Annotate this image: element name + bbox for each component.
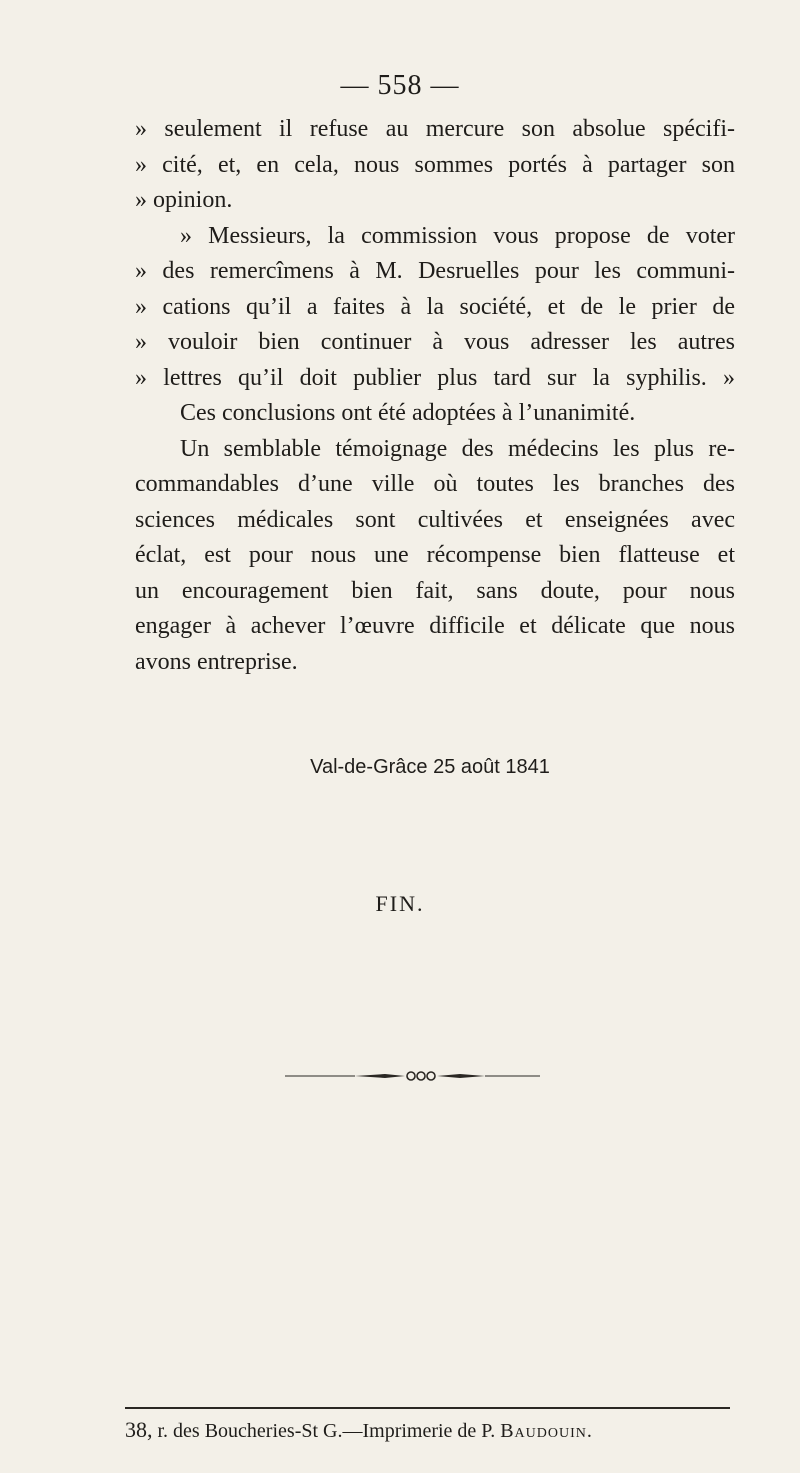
body-line: commandables d’une ville où toutes les branches des bbox=[135, 471, 735, 497]
body-line: sciences médicales sont cultivées et enseignées avec bbox=[135, 506, 735, 533]
ornament-divider-icon bbox=[285, 1068, 540, 1084]
body-line: » lettres qu’il doit publier plus tard sur la syphilis. » bbox=[135, 364, 735, 391]
body-line: un encouragement bien fait, sans doute, pour nous bbox=[135, 577, 735, 604]
body-line: avons entreprise. bbox=[135, 648, 298, 675]
body-line: » opinion. bbox=[135, 187, 233, 213]
body-line: » vouloir bien continuer à vous adresser les autres bbox=[135, 329, 735, 355]
body-line: Un semblable témoignage des médecins les plus re- bbox=[180, 435, 735, 462]
body-line: éclat, est pour nous une récompense bien flatteuse et bbox=[135, 542, 735, 568]
body-line: » cations qu’il a faites à la société, et de le prier de bbox=[135, 293, 735, 320]
body-line: » seulement il refuse au mercure son absolue spécifi- bbox=[135, 116, 735, 142]
body-line: » cité, et, en cela, nous sommes portés à partager son bbox=[135, 151, 735, 178]
end-mark: FIN. bbox=[375, 891, 425, 916]
page-number: — 558 — bbox=[340, 70, 460, 101]
body-text bbox=[135, 112, 735, 680]
body-line: » des remercîmens à M. Desruelles pour les communi- bbox=[135, 258, 735, 284]
imprint-number: 38, bbox=[125, 1417, 153, 1442]
body-line: Ces conclusions ont été adoptées à l’unanimité. bbox=[180, 400, 636, 426]
body-line: » Messieurs, la commission vous propose de voter bbox=[180, 222, 735, 249]
printer-imprint bbox=[125, 1417, 730, 1443]
imprint-address: r. des Boucheries-St G.—Imprimerie de P. bbox=[157, 1420, 496, 1442]
dateline: Val-de-Grâce 25 août 1841 bbox=[310, 756, 550, 778]
footer-rule bbox=[125, 1407, 730, 1409]
imprint-printer: Baudouin. bbox=[500, 1420, 593, 1442]
body-line: engager à achever l’œuvre difficile et délicate que nous bbox=[135, 613, 735, 639]
